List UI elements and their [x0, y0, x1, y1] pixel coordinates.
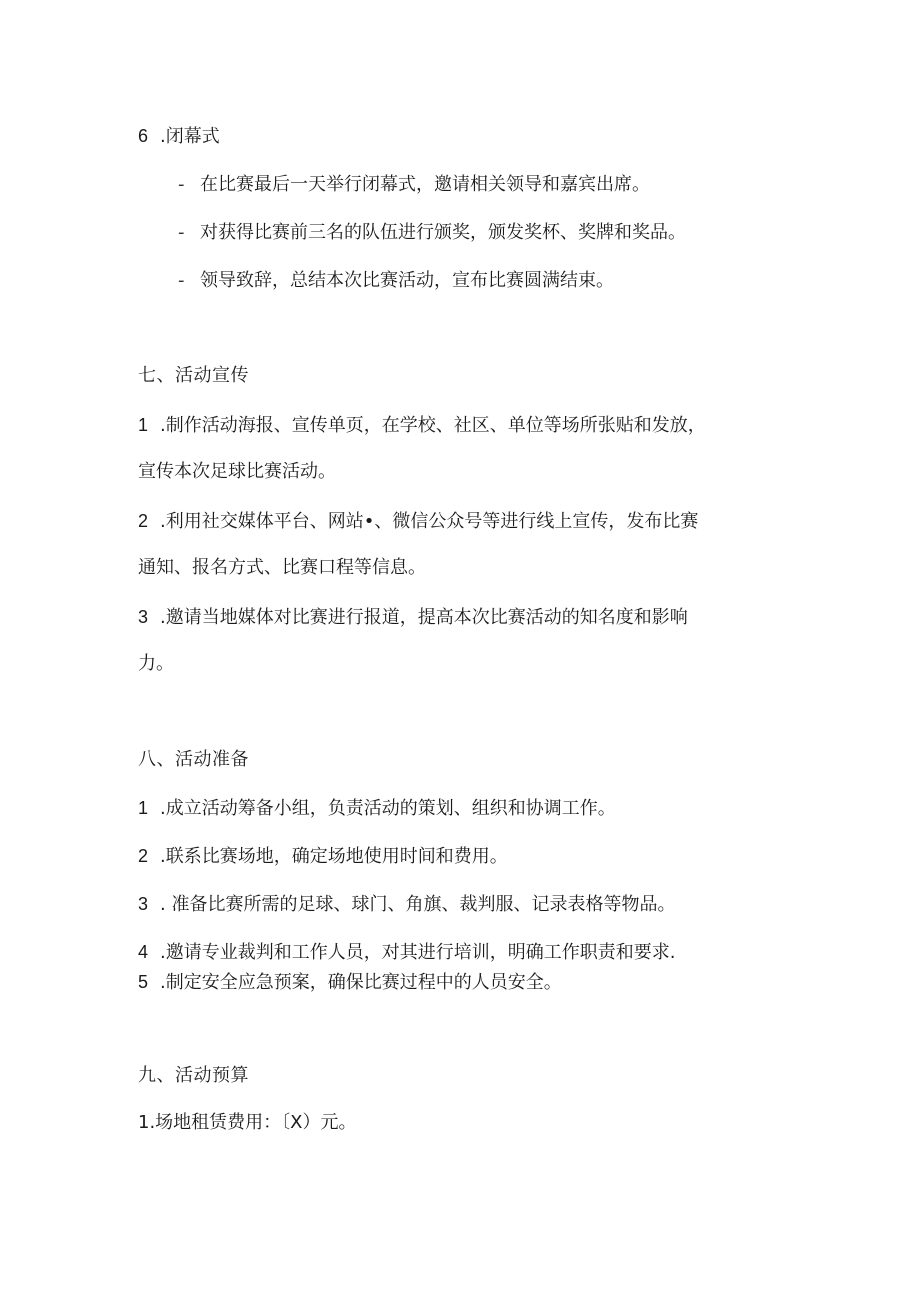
preparation-item-1	[138, 796, 616, 821]
promotion-item-2-cont: 通知、报名方式、比赛口程等信息。	[138, 557, 426, 578]
item-text: .制作活动海报、宣传单页，在学校、社区、单位等场所张贴和发放，	[160, 415, 706, 436]
promotion-item-1-cont: 宣传本次足球比赛活动。	[138, 461, 336, 482]
bullet-dash: -	[178, 174, 185, 195]
preparation-item-5	[138, 970, 562, 995]
item-text: .联系比赛场地，确定场地使用时间和费用。	[160, 846, 508, 867]
closing-bullet-text: 在比赛最后一天举行闭幕式，邀请相关领导和嘉宾出席。	[200, 174, 650, 195]
closing-title-text: .闭幕式	[160, 126, 220, 147]
item-text: . 准备比赛所需的足球、球门、角旗、裁判服、记录表格等物品。	[160, 894, 676, 915]
promotion-item-2	[138, 509, 698, 534]
item-text: .利用社交媒体平台、网站•、微信公众号等进行线上宣传，发布比赛	[160, 511, 699, 532]
item-number: 2	[138, 511, 149, 531]
preparation-heading: 八、活动准备	[138, 749, 249, 770]
item-number: 3	[138, 894, 149, 914]
closing-number: 6	[138, 126, 149, 146]
item-number: 1	[138, 415, 149, 435]
preparation-item-4	[138, 940, 675, 965]
closing-bullet-1	[178, 173, 650, 197]
budget-heading: 九、活动预算	[138, 1065, 249, 1086]
promotion-item-3	[138, 605, 688, 630]
preparation-item-2	[138, 844, 508, 869]
closing-bullet-2	[178, 221, 686, 245]
bullet-dash: -	[178, 270, 185, 291]
preparation-item-3	[138, 892, 675, 917]
item-number: 3	[138, 607, 149, 627]
item-number: 5	[138, 972, 149, 992]
bullet-dash: -	[178, 222, 185, 243]
budget-item-1: 1.场地租赁费用：〔X）元。	[138, 1112, 357, 1133]
promotion-item-3-cont: 力。	[138, 653, 174, 674]
closing-bullet-text: 领导致辞，总结本次比赛活动，宣布比赛圆满结束。	[200, 270, 614, 291]
item-text: .邀请专业裁判和工作人员，对其进行培训，明确工作职责和要求.	[160, 942, 676, 963]
item-text: .制定安全应急预案，确保比赛过程中的人员安全。	[160, 972, 562, 993]
promotion-item-1	[138, 413, 706, 438]
item-number: 4	[138, 942, 149, 962]
closing-bullet-3	[178, 269, 614, 293]
item-text: .成立活动筹备小组，负责活动的策划、组织和协调工作。	[160, 798, 616, 819]
closing-title	[138, 124, 220, 149]
item-text: .邀请当地媒体对比赛进行报道，提高本次比赛活动的知名度和影响	[160, 607, 688, 628]
closing-bullet-text: 对获得比赛前三名的队伍进行颁奖，颁发奖杯、奖牌和奖品。	[200, 222, 686, 243]
promotion-heading: 七、活动宣传	[138, 365, 249, 386]
item-number: 1	[138, 798, 149, 818]
item-number: 2	[138, 846, 149, 866]
